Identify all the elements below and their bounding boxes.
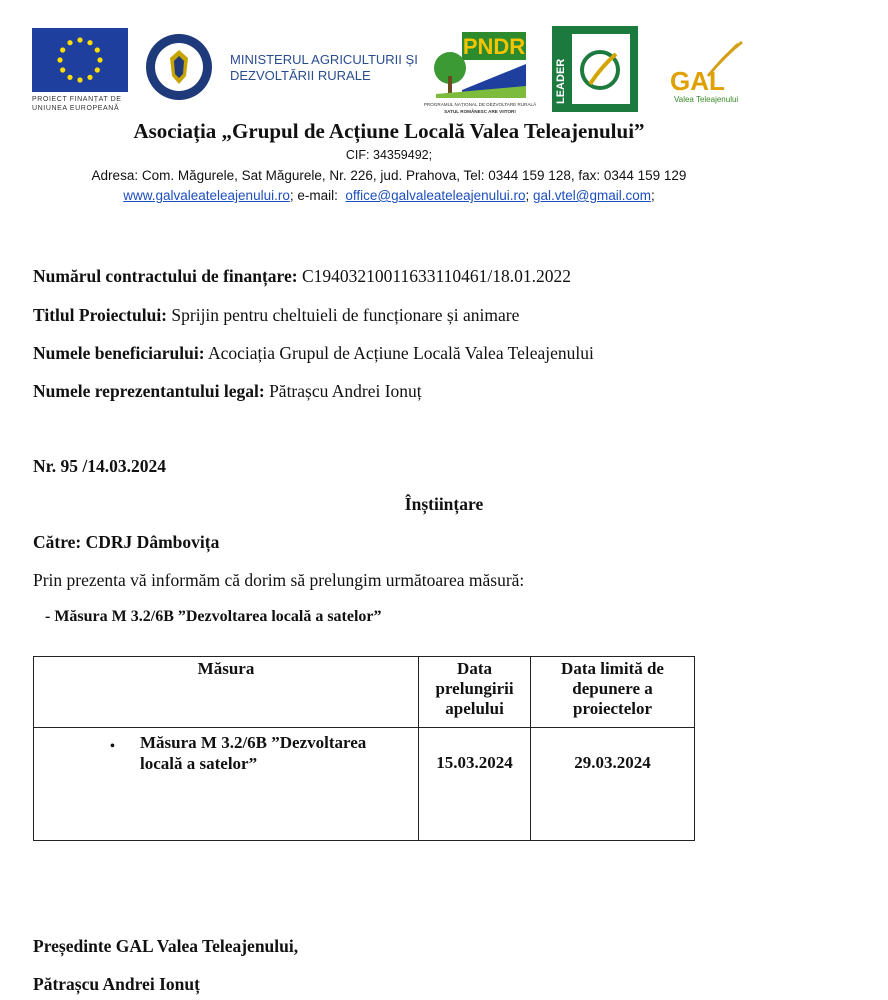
legal-representative-field	[33, 380, 422, 402]
signature-role-text: Președinte GAL Valea Teleajenului,	[33, 936, 299, 956]
signature-name	[33, 973, 200, 995]
website-link[interactable]: www.galvaleateleajenului.ro	[123, 188, 290, 203]
gmail-email-link[interactable]: gal.vtel@gmail.com	[532, 188, 651, 203]
cell-extension-date: 15.03.2024	[419, 728, 531, 841]
eu-caption-line2: UNIUNEA EUROPEANĂ	[32, 105, 120, 112]
email-separator: ;	[525, 188, 530, 203]
contract-number-field	[33, 265, 571, 287]
measures-table	[33, 656, 695, 841]
svg-text:SATUL ROMÂNESC ARE VIITOR!: SATUL ROMÂNESC ARE VIITOR!	[444, 109, 516, 114]
svg-text:Valea Teleajenului: Valea Teleajenului	[674, 95, 739, 104]
header-deadline: Data limită de depunere a proiectelor	[531, 657, 695, 728]
ministry-logo	[230, 52, 418, 84]
eu-caption-line1: PROIECT FINANȚAT DE	[32, 96, 122, 103]
header-measure: Măsura	[34, 657, 419, 728]
eu-logo	[32, 28, 128, 113]
email-label: ; e-mail:	[289, 188, 338, 203]
project-title-value: Sprijin pentru cheltuieli de funcționare și animare	[171, 305, 520, 325]
office-email-link[interactable]: office@galvaleateleajenului.ro	[345, 188, 526, 203]
contract-number-label: Numărul contractului de finanțare:	[33, 266, 298, 286]
notice-recipient-text: Către: CDRJ Dâmbovița	[33, 532, 220, 552]
legal-representative-label: Numele reprezentantului legal:	[33, 381, 265, 401]
beneficiary-field	[33, 342, 594, 364]
svg-text:PROGRAMUL NAȚIONAL DE DEZVOLTA: PROGRAMUL NAȚIONAL DE DEZVOLTARE RURALĂ	[423, 102, 537, 107]
svg-text:LEADER: LEADER	[555, 58, 567, 104]
document-header	[0, 118, 778, 205]
notice-intro: Prin prezenta vă informăm că dorim să prelungim următoarea măsură:	[33, 570, 525, 590]
notice-number	[33, 455, 166, 477]
romanian-government-logo	[144, 32, 214, 102]
measure-line	[45, 606, 382, 628]
eu-caption	[32, 95, 128, 113]
header-extension-date: Data prelungirii apelului	[419, 657, 531, 728]
bullet-icon: •	[110, 739, 115, 754]
cell-measure	[34, 728, 419, 841]
organization-address: Adresa: Com. Măgurele, Sat Măgurele, Nr. 226, jud. Prahova, Tel: 0344 159 128, fax: 0344 159 129	[91, 168, 687, 183]
contract-number-value: C19403210011633110461/18.01.2022	[301, 266, 571, 286]
notice-number-text: Nr. 95 /14.03.2024	[33, 456, 167, 476]
notice-recipient	[33, 531, 219, 553]
eu-flag-icon	[32, 28, 128, 92]
gal-logo	[668, 36, 748, 108]
project-title-label: Titlul Proiectului:	[33, 305, 168, 325]
links-end: ;	[650, 188, 655, 203]
table-header-row	[34, 657, 695, 728]
signature-name-text: Pătrașcu Andrei Ionuț	[33, 974, 200, 994]
project-title-field	[33, 304, 519, 326]
ministry-name-line2: DEZVOLTĂRII RURALE	[230, 68, 371, 83]
ministry-name-line1: MINISTERUL AGRICULTURII ȘI	[230, 52, 418, 67]
organization-cif: CIF: 34359492;	[345, 148, 433, 162]
signature-role	[33, 935, 298, 957]
notice-title-text: Înștiințare	[404, 494, 484, 514]
leader-logo	[552, 26, 638, 112]
notice-title	[0, 493, 888, 515]
cell-measure-text: Măsura M 3.2/6B ”Dezvoltarea locală a satelor”	[140, 733, 367, 773]
pndr-logo	[423, 28, 537, 116]
contact-links	[0, 187, 778, 205]
beneficiary-value: Acociația Grupul de Acțiune Locală Valea Teleajenului	[208, 343, 594, 363]
logo-bar	[0, 22, 778, 117]
beneficiary-label: Numele beneficiarului:	[33, 343, 205, 363]
organization-title: Asociația „Grupul de Acțiune Locală Valea Teleajenului”	[133, 119, 645, 143]
measure-line-text: - Măsura M 3.2/6B ”Dezvoltarea locală a satelor”	[45, 608, 382, 625]
svg-text:PNDR: PNDR	[462, 34, 526, 59]
cell-deadline: 29.03.2024	[531, 728, 695, 841]
table-row	[34, 728, 695, 841]
svg-text:GAL: GAL	[670, 66, 725, 96]
legal-representative-value: Pătrașcu Andrei Ionuț	[269, 381, 422, 401]
